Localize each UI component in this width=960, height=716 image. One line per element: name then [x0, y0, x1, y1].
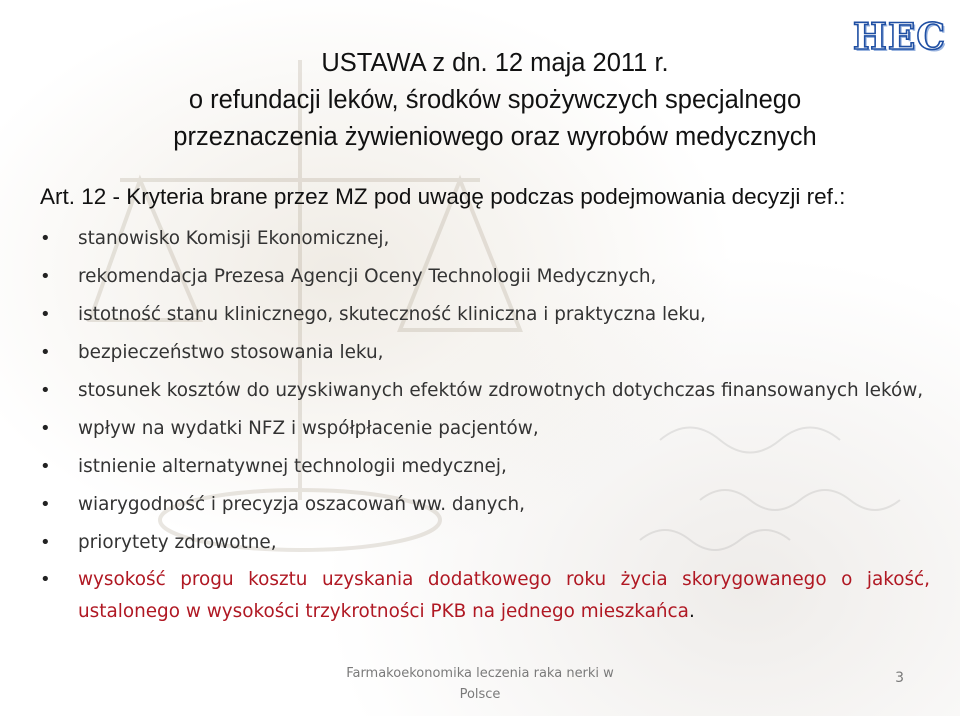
title-line-3: przeznaczenia żywieniowego oraz wyrobów medycznych [173, 123, 817, 151]
title-line-1: USTAWA z dn. 12 maja 2011 r. [321, 49, 669, 77]
list-item-highlight [40, 564, 930, 628]
page-number: 3 [895, 670, 904, 686]
footer-text: Farmakoekonomika leczenia raka nerki w Polsce [346, 666, 614, 702]
title-line-2: o refundacji leków, środków spożywczych specjalnego [188, 86, 802, 114]
list-item: • istotność stanu klinicznego, skuteczność kliniczna i praktyczna leku, [40, 298, 930, 331]
list-item: • bezpieczeństwo stosowania leku, [40, 336, 930, 369]
list-item: • rekomendacja Prezesa Agencji Oceny Technologii Medycznych, [40, 260, 930, 293]
list-item: • stanowisko Komisji Ekonomicznej, [40, 222, 930, 255]
criteria-list [40, 222, 930, 633]
list-item: • wpływ na wydatki NFZ i współpłacenie pacjentów, [40, 412, 930, 445]
list-item: • istnienie alternatywnej technologii medycznej, [40, 450, 930, 483]
list-item: • wiarygodność i precyzja oszacowań ww. danych, [40, 488, 930, 521]
hec-logo: HEC [852, 16, 946, 58]
article-heading: Art. 12 - Kryteria brane przez MZ pod uwagę podczas podejmowania decyzji ref.: [40, 184, 846, 209]
list-item: • stosunek kosztów do uzyskiwanych efektów zdrowotnych dotychczas finansowanych leków, [40, 374, 930, 407]
list-item: • priorytety zdrowotne, [40, 526, 930, 559]
highlight-text: wysokość progu kosztu uzyskania dodatkowego roku życia skorygowanego o jakość, ustalonego w wysokości trzykrotności PKB na jednego mieszkańca [78, 569, 930, 622]
highlight-tail: . [688, 601, 695, 622]
